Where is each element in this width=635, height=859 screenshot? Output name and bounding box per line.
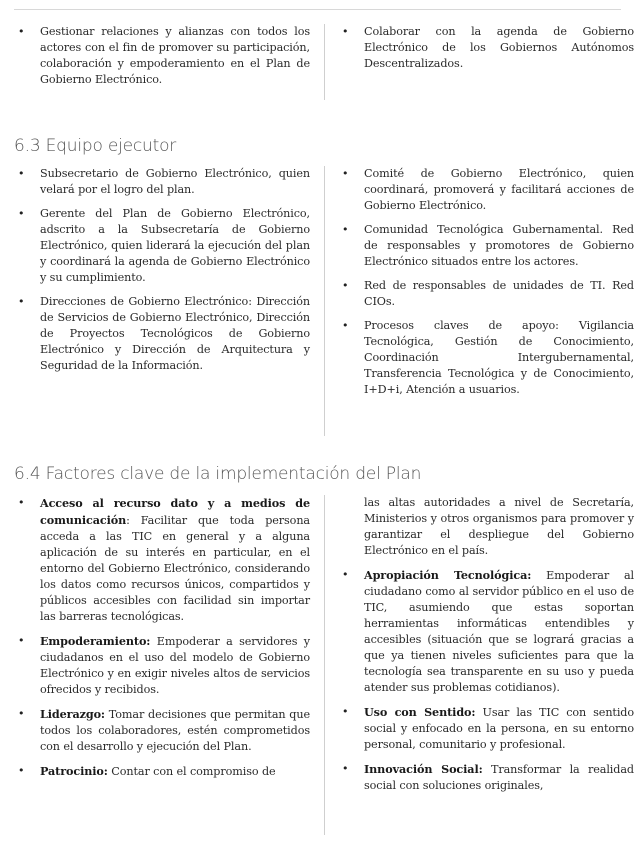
list-item [14,763,310,780]
list-item [338,761,634,794]
item-text: Empoderar a servidores y ciudadanos en el uso del modelo de Gobierno Electrónico y en exigir niveles altos de servicios ofrecidos y recibidos. [40,635,310,696]
list-item: • Colaborar con la agenda de Gobierno Electrónico de los Gobiernos Autónomos Descentralizados. [338,24,634,72]
list-item-continuation: las altas autoridades a nivel de Secretaría, Ministerios y otros organismos para promover y garantizar el despliegue del Gobierno Electrónico en el país. [364,496,634,557]
list-item: • Gestionar relaciones y alianzas con todos los actores con el fin de promover su participación, colaboración y empoderamiento en el Plan de Gobierno Electrónico. [14,24,310,88]
top-rule [14,9,621,10]
section-heading-6-4: 6.4 Factores clave de la implementación del Plan [14,464,422,484]
item-term: Uso con Sentido: [364,705,476,719]
left-column [14,24,324,100]
item-term: Acceso al recurso dato y a medios de comunicación [40,496,310,527]
list-item [14,495,310,625]
item-term: Patrocinio: [40,764,108,778]
list-item: • Subsecretario de Gobierno Electrónico, quien velará por el logro del plan. [14,166,310,198]
list-item: • Procesos claves de apoyo: Vigilancia Tecnológica, Gestión de Conocimiento, Coordinación Intergubernamental, Transferencia Tecnológica y de Conocimiento, I+D+i, Atención a usuarios. [338,318,634,398]
item-text: Usar las TIC con sentido social y enfocado en la persona, en su entorno personal, comunitario y profesional. [364,706,634,751]
list-item [14,706,310,755]
list-item: • Red de responsables de unidades de TI. Red CIOs. [338,278,634,310]
left-column [14,166,324,436]
item-term: Empoderamiento: [40,634,151,648]
list-item: • Comité de Gobierno Electrónico, quien coordinará, promoverá y facilitará acciones de Gobierno Electrónico. [338,166,634,214]
left-column [14,495,324,835]
item-term: Liderazgo: [40,707,105,721]
list-item: • Gerente del Plan de Gobierno Electrónico, adscrito a la Subsecretaría de Gobierno Electrónico, quien liderará la ejecución del plan y coordinará la agenda de Gobierno Electrónico y su cumplimiento. [14,206,310,286]
section-heading-6-3: 6.3 Equipo ejecutor [14,136,177,156]
item-term: Apropiación Tecnológica: [364,568,532,582]
item-text: Tomar decisiones que permitan que todos los colaboradores, estén comprometidos con el desarrollo y ejecución del Plan. [40,708,310,753]
list-item: • Comunidad Tecnológica Gubernamental. Red de responsables y promotores de Gobierno Electrónico situados entre los actores. [338,222,634,270]
item-text: Contar con el compromiso de [107,765,276,778]
right-column [324,495,634,835]
item-term: Innovación Social: [364,762,483,776]
section-intro-bullets [14,24,634,100]
list-item [14,633,310,698]
item-text: Transformar la realidad social con soluciones originales, [364,763,634,792]
list-item [338,567,634,696]
section-equipo-ejecutor [14,166,634,436]
list-item: • Direcciones de Gobierno Electrónico: Dirección de Servicios de Gobierno Electrónico, Dirección de Proyectos Tecnológicos de Gobierno Electrónico y Dirección de Arquitectura y Seguridad de la Información. [14,294,310,374]
item-text: : Facilitar que toda persona acceda a las TIC en general y a alguna aplicación de su interés en particular, en el entorno del Gobierno Electrónico, considerando los datos como recursos únicos, compartidos y públicos accesibles con facilidad sin importar las barreras tecnológicas. [40,514,310,623]
section-factores-clave [14,495,635,835]
right-column [324,166,634,436]
right-column [324,24,634,100]
item-text: Empoderar al ciudadano como al servidor público en el uso de TIC, asumiendo que estas soportan herramientas informáticas entendibles y accesibles (situación que se logrará gracias a que ya tienen niveles suficientes para que la tecnología sea transparente en su uso y pueda atender sus problemas cotidianos). [364,569,635,694]
list-item [338,704,634,753]
